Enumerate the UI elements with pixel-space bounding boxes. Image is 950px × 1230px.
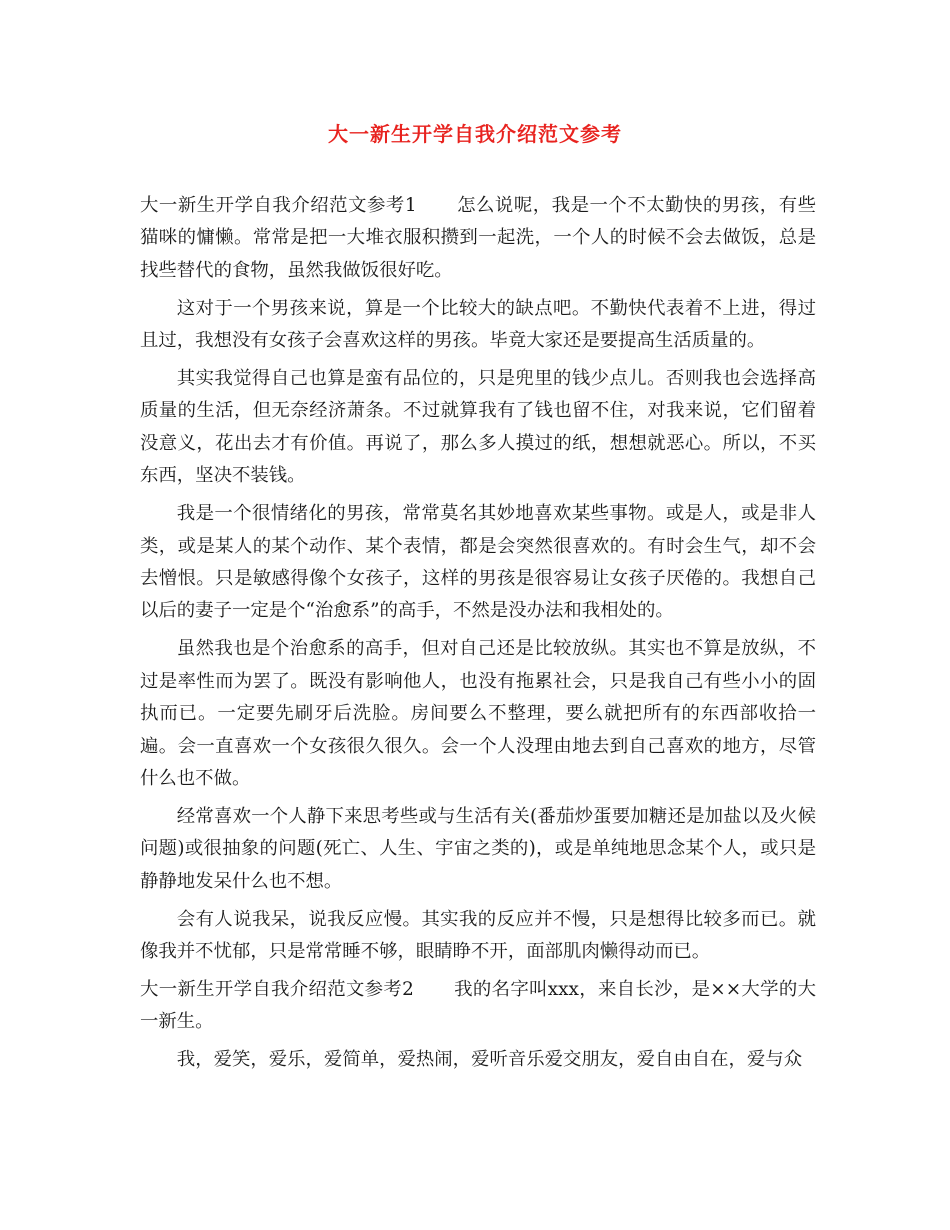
- section-2-intro: [140, 974, 816, 1039]
- paragraph: 这对于一个男孩来说，算是一个比较大的缺点吧。不勤快代表着不上进，得过且过，我想没有女孩子会喜欢这样的男孩。毕竟大家还是要提高生活质量的。: [140, 297, 816, 352]
- document-body: [140, 190, 816, 1082]
- section-1-intro: [140, 190, 816, 287]
- paragraph: 虽然我也是个治愈系的高手，但对自己还是比较放纵。其实也不算是放纵，不过是率性而为罢了。既没有影响他人，也没有拖累社会，只是我自己有些小小的固执而已。一定要先刷牙后洗脸。房间要么不整理，要么就把所有的东西部收拾一遍。会一直喜欢一个女孩很久很久。会一个人没理由地去到自己喜欢的地方，尽管什么也不做。: [140, 638, 816, 789]
- paragraph: 会有人说我呆，说我反应慢。其实我的反应并不慢，只是想得比较多而已。就像我并不忧郁，只是常常睡不够，眼睛睁不开，面部肌肉懒得动而已。: [140, 908, 816, 962]
- paragraph: 其实我觉得自己也算是蛮有品位的，只是兜里的钱少点儿。否则我也会选择高质量的生活，但无奈经济萧条。不过就算我有了钱也留不住，对我来说，它们留着没意义，花出去才有价值。再说了，那么多人摸过的纸，想想就恶心。所以，不买东西，坚决不装钱。: [140, 368, 816, 487]
- paragraph: 我是一个很情绪化的男孩，常常莫名其妙地喜欢某些事物。或是人，或是非人类，或是某人的某个动作、某个表情，都是会突然很喜欢的。有时会生气，却不会去憎恨。只是敏感得像个女孩子，这样的男孩是很容易让女孩子厌倦的。我想自己以后的妻子一定是个“治愈系”的高手，不然是没办法和我相处的。: [140, 503, 816, 622]
- document-title: 大一新生开学自我介绍范文参考: [328, 122, 622, 146]
- paragraph: 经常喜欢一个人静下来思考些或与生活有关(番茄炒蛋要加糖还是加盐以及火候问题)或很抽象的问题(死亡、人生、宇宙之类的)，或是单纯地思念某个人，或只是静静地发呆什么也不想。: [140, 805, 816, 892]
- section-2-first-paragraph: 我的名字叫xxx，来自长沙，是××大学的大一新生。: [140, 978, 816, 1033]
- section-1-first-paragraph: 怎么说呢，我是一个不太勤快的男孩，有些猫咪的慵懒。常常是把一大堆衣服积攒到一起洗，一个人的时候不会去做饭，总是找些替代的食物，虽然我做饭很好吃。: [140, 195, 816, 281]
- paragraph: 我，爱笑，爱乐，爱简单，爱热闹，爱听音乐爱交朋友，爱自由自在，爱与众: [176, 1049, 803, 1071]
- section-1-heading: 大一新生开学自我介绍范文参考1: [140, 195, 417, 216]
- section-2-heading: 大一新生开学自我介绍范文参考2: [140, 978, 414, 1000]
